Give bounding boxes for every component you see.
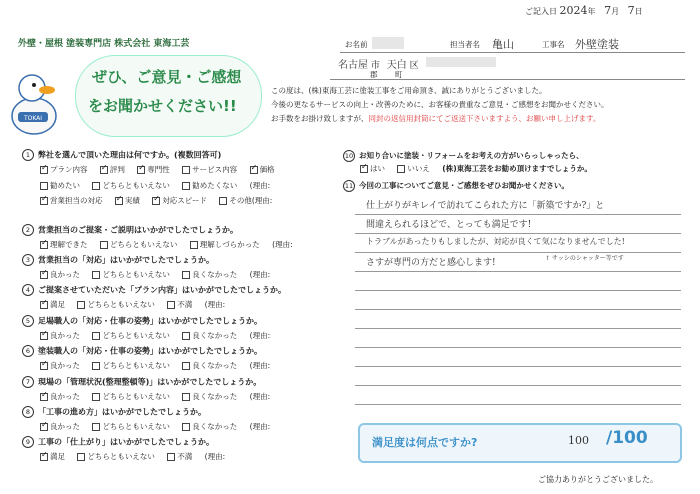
q7-option[interactable]: どちらともいえない [92, 391, 170, 402]
checkbox[interactable] [40, 197, 48, 205]
comment-line [355, 366, 681, 367]
q1-option[interactable]: ✓ 評判 [100, 164, 125, 175]
banner-line2: をお聞かせください!! [88, 97, 237, 115]
q6-options [40, 360, 280, 371]
q9-options [40, 451, 235, 462]
checkbox[interactable] [40, 423, 48, 431]
address-line: 名古屋 市 天白 区 [338, 60, 419, 71]
comment-text-4: さすが専門の方だと感心します! [366, 258, 496, 268]
comment-line [355, 385, 681, 386]
checkbox[interactable] [77, 453, 85, 461]
intro-line3: お手数をお掛け致しますが、同封の返信用封筒にてご返送下さいますよう、お願い申し上げます。 [271, 114, 601, 123]
comment-line [355, 404, 681, 405]
q5-question: 5 足場職人の「対応・仕事の姿勢」はいかがでしたでしょうか。 [22, 315, 262, 327]
q2-question: 2 営業担当のご提案・ご説明はいかがでしたでしょうか。 [22, 224, 238, 236]
q9-option[interactable]: ✓満足 [40, 451, 65, 462]
intro-line2: 今後の更なるサービスの向上・改善のために、お客様の貴重なご意見・ご感想をお聞かせください。 [271, 100, 609, 109]
checkbox[interactable] [167, 301, 175, 309]
q2-options [40, 239, 303, 250]
comment-line [355, 214, 681, 215]
comment-line [355, 271, 681, 272]
checkbox[interactable] [40, 393, 48, 401]
q10-company: (株)東海工芸 [442, 164, 487, 173]
q8-option[interactable]: どちらともいえない [92, 421, 170, 432]
checkbox[interactable] [152, 197, 160, 205]
comment-line [355, 309, 681, 310]
reason-label: (理由: [249, 331, 271, 340]
checkbox[interactable] [40, 166, 48, 174]
footer-thanks: ご協力ありがとうございました。 [538, 475, 658, 484]
name-redaction [372, 37, 404, 49]
q1-options-c [40, 195, 282, 206]
checkbox[interactable] [92, 271, 100, 279]
q1-option[interactable]: ✓ 価格 [250, 164, 275, 175]
score-max: /100 [606, 428, 648, 448]
name-underline [340, 52, 685, 53]
q3-option[interactable]: どちらともいえない [92, 269, 170, 280]
q1-options-a [40, 164, 285, 175]
q1-option[interactable]: ✓営業担当の対応 [40, 195, 103, 206]
q6-option[interactable]: 良くなかった [182, 360, 237, 371]
checkbox[interactable] [182, 332, 190, 340]
comment-text-2: 間違えられるほどで、とっても満足です! [366, 220, 532, 230]
q8-option[interactable]: ✓良かった [40, 421, 80, 432]
q4-option[interactable]: 不満 [167, 299, 192, 310]
q6-option[interactable]: どちらともいえない [92, 360, 170, 371]
checkbox[interactable] [137, 166, 145, 174]
q5-option[interactable]: 良くなかった [182, 330, 237, 341]
checkbox[interactable] [77, 301, 85, 309]
q4-option[interactable]: ✓満足 [40, 299, 65, 310]
q2-option[interactable]: 理解しづらかった [190, 239, 260, 250]
checkbox[interactable] [92, 423, 100, 431]
q10-option-no[interactable]: いいえ [397, 163, 430, 174]
checkbox[interactable] [40, 271, 48, 279]
q7-options [40, 391, 280, 402]
svg-text:TOKAI: TOKAI [23, 115, 43, 122]
q11-question: 11 今回の工事についてご意見・ご感想をぜひお聞かせください。 [344, 181, 569, 190]
checkbox[interactable] [219, 197, 227, 205]
checkbox[interactable] [92, 332, 100, 340]
q1-option[interactable]: ✓ 専門性 [137, 164, 170, 175]
reason-label: (理由: [249, 181, 271, 190]
checkbox[interactable] [40, 453, 48, 461]
comment-line [355, 328, 681, 329]
q2-option[interactable]: ✓理解できた [40, 239, 88, 250]
score-label: 満足度は何点ですか? [372, 436, 478, 449]
q7-option[interactable]: ✓良かった [40, 391, 80, 402]
date-line: ご記入日 2024年 7月 7日 [525, 4, 643, 17]
address-gun: 郡 [370, 70, 378, 79]
comment-line [355, 290, 681, 291]
comment-note: ↑ サッシのシャッター等です [545, 255, 624, 262]
q3-question: 3 営業担当の「対応」はいかがでしたでしょうか。 [22, 254, 214, 266]
q1-option[interactable]: ✓ 対応スピード [152, 195, 207, 206]
comment-line [355, 347, 681, 348]
address-underline [330, 79, 685, 80]
q1-question: 1 弊社を選んで頂いた理由は何ですか。(複数回答可) [22, 149, 221, 161]
checkbox[interactable] [40, 332, 48, 340]
q4-question: 4 ご提案させていただいた「プラン内容」はいかがでしたでしょうか。 [22, 284, 286, 296]
q6-option[interactable]: ✓良かった [40, 360, 80, 371]
reason-label: (理由: [249, 422, 271, 431]
q10-options [360, 163, 592, 174]
reason-label: (理由: [249, 270, 271, 279]
q3-option[interactable]: 良くなかった [182, 269, 237, 280]
reason-label: (理由: [249, 392, 271, 401]
q10-option-yes[interactable]: ✓はい [360, 163, 385, 174]
comment-text-3: トラブルがあったりもしましたが、対応が良くて気になりませんでした! [366, 237, 625, 246]
q3-option[interactable]: ✓良かった [40, 269, 80, 280]
reason-label: (理由: [204, 452, 226, 461]
score-value: 100 [568, 434, 589, 447]
checkbox[interactable] [182, 423, 190, 431]
q5-option[interactable]: ✓良かった [40, 330, 80, 341]
q1-options-b [40, 180, 280, 191]
staff-label: 担当者名 [450, 40, 480, 49]
checkbox[interactable] [40, 241, 48, 249]
q1-option[interactable]: 勧めたくない [182, 180, 237, 191]
q8-options [40, 421, 280, 432]
duck-mascot-icon [4, 68, 64, 138]
checkbox[interactable] [40, 301, 48, 309]
q9-option[interactable]: どちらともいえない [77, 451, 155, 462]
address-redaction [426, 57, 496, 67]
q7-option[interactable]: 良くなかった [182, 391, 237, 402]
checkbox[interactable] [182, 393, 190, 401]
comment-line [355, 252, 681, 253]
checkbox[interactable] [360, 165, 368, 173]
q5-options [40, 330, 280, 341]
work-label: 工事名 [542, 40, 565, 49]
comment-line [355, 233, 681, 234]
q1-option[interactable]: サービス内容 [182, 164, 237, 175]
q4-option[interactable]: どちらともいえない [77, 299, 155, 310]
q8-question: 8 「工事の進め方」はいかがでしたでしょうか。 [22, 406, 206, 418]
q1-option[interactable]: どちらともいえない [92, 180, 170, 191]
checkbox[interactable] [250, 166, 258, 174]
q1-option[interactable]: その他(理由: [219, 195, 272, 206]
checkbox[interactable] [40, 182, 48, 190]
q9-option[interactable]: 不満 [167, 451, 192, 462]
checkbox[interactable] [182, 362, 190, 370]
checkbox[interactable] [182, 166, 190, 174]
reason-label: (理由: [204, 300, 226, 309]
checkbox[interactable] [167, 453, 175, 461]
checkbox[interactable] [92, 393, 100, 401]
banner-line1: ぜひ、ご意見・ご感想 [92, 68, 242, 86]
q7-question: 7 現場の「管理状況(整理整頓等)」はいかがでしたでしょうか。 [22, 376, 261, 388]
intro-line1: この度は、(株)東海工芸に塗装工事をご用命頂き、誠にありがとうございました。 [271, 86, 547, 95]
q9-question: 9 工事の「仕上がり」はいかがでしたでしょうか。 [22, 436, 214, 448]
staff-value: 亀山 [492, 38, 514, 51]
address-machi: 町 [395, 70, 403, 79]
checkbox[interactable] [92, 362, 100, 370]
checkbox[interactable] [100, 166, 108, 174]
q2-option[interactable]: どちらともいえない [100, 239, 178, 250]
q4-options [40, 299, 235, 310]
reason-label: (理由: [249, 361, 271, 370]
checkbox[interactable] [40, 362, 48, 370]
checkbox[interactable] [397, 165, 405, 173]
q5-option[interactable]: どちらともいえない [92, 330, 170, 341]
checkbox[interactable] [190, 241, 198, 249]
reason-label: (理由: [272, 240, 293, 249]
q10-question: 10 お知り合いに塗装・リフォームをお考えの方がいらっしゃったら、 [344, 151, 584, 160]
checkbox[interactable] [115, 197, 123, 205]
checkbox[interactable] [182, 271, 190, 279]
q10-sub: をお勧め頂けますでしょうか。 [486, 164, 592, 173]
checkbox[interactable] [182, 182, 190, 190]
work-value: 外壁塗装 [575, 38, 619, 51]
q6-question: 6 塗装職人の「対応・仕事の姿勢」はいかがでしたでしょうか。 [22, 345, 262, 357]
q1-option[interactable]: ✓プラン内容 [40, 164, 88, 175]
q3-options [40, 269, 280, 280]
checkbox[interactable] [100, 241, 108, 249]
q8-option[interactable]: 良くなかった [182, 421, 237, 432]
company-tagline: 外壁・屋根 塗装専門店 株式会社 東海工芸 [18, 39, 190, 49]
name-label: お名前 [345, 40, 368, 49]
q1-option[interactable]: 勧めたい [40, 180, 80, 191]
checkbox[interactable] [92, 182, 100, 190]
comment-text-1: 仕上がりがキレイで訪れてこられた方に「新築ですか?」と [366, 201, 605, 211]
q1-option[interactable]: ✓ 実績 [115, 195, 140, 206]
